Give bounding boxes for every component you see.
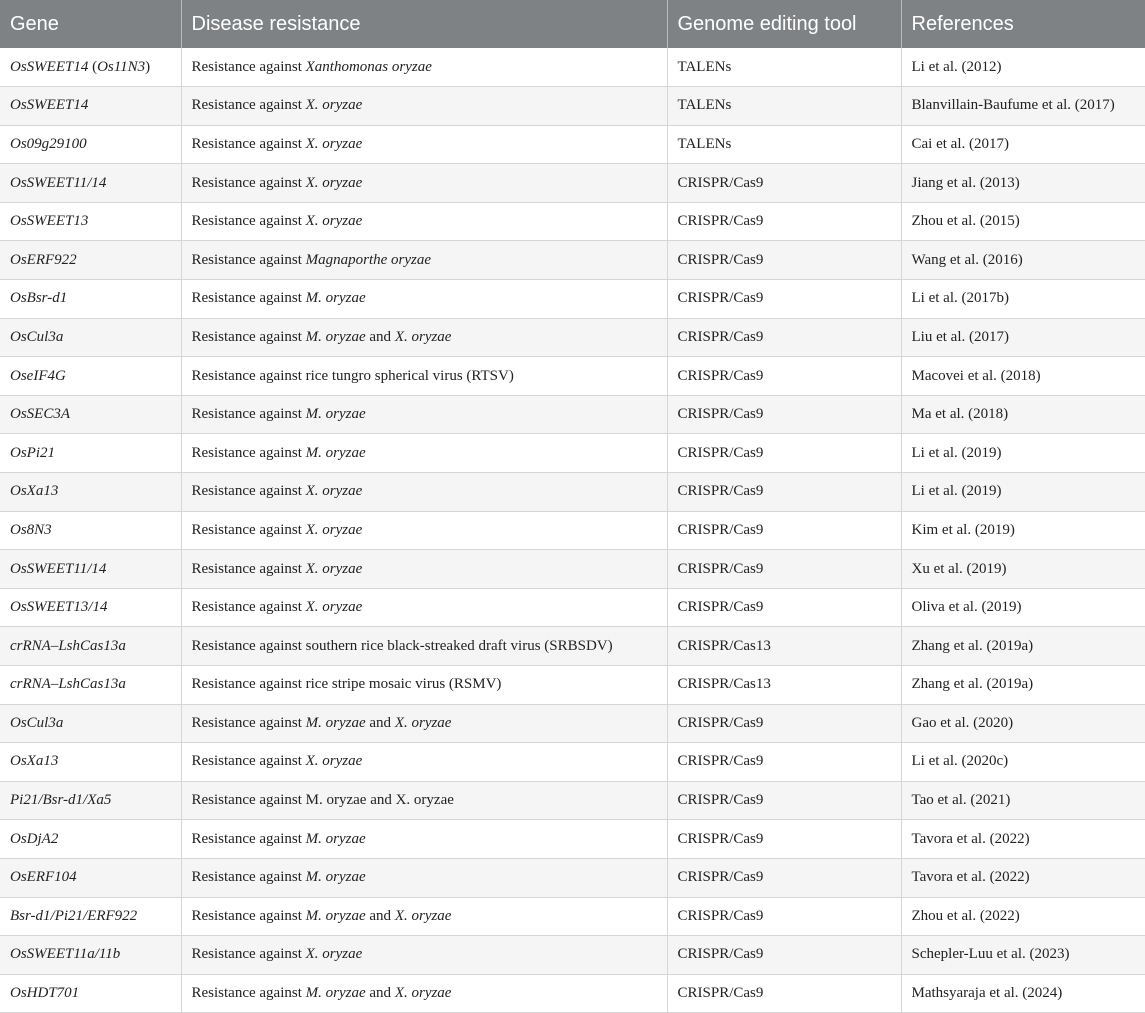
disease-text-segment: Resistance against southern rice black-streaked draft virus (SRBSDV) <box>191 637 613 654</box>
disease-resistance-cell <box>181 434 667 473</box>
disease-resistance-cell <box>181 704 667 743</box>
disease-text-segment: Resistance against <box>191 985 306 1002</box>
table-row <box>0 241 1145 280</box>
disease-text-segment: X. oryzae <box>305 483 363 500</box>
disease-text-segment: Resistance against <box>191 58 306 75</box>
disease-resistance-cell <box>181 202 667 241</box>
genome-editing-tool-cell: CRISPR/Cas9 <box>667 550 901 589</box>
disease-text-segment: Resistance against <box>191 328 306 345</box>
gene-cell <box>0 936 181 975</box>
table-row <box>0 87 1145 126</box>
gene-cell <box>0 588 181 627</box>
table-header <box>0 0 1145 48</box>
disease-text-segment: Resistance against rice tungro spherical virus (RTSV) <box>191 367 514 384</box>
table-body <box>0 48 1145 1013</box>
reference-cell: Oliva et al. (2019) <box>901 588 1145 627</box>
disease-resistance-cell <box>181 936 667 975</box>
reference-cell: Zhang et al. (2019a) <box>901 666 1145 705</box>
table-row <box>0 974 1145 1013</box>
genome-editing-tool-cell: CRISPR/Cas9 <box>667 202 901 241</box>
genome-editing-tool-cell: CRISPR/Cas9 <box>667 357 901 396</box>
header-gene: Gene <box>0 0 181 48</box>
disease-text-segment: Resistance against <box>191 135 306 152</box>
gene-text-segment: OsDjA2 <box>10 830 59 847</box>
gene-cell <box>0 473 181 512</box>
genome-editing-tool-cell: CRISPR/Cas9 <box>667 473 901 512</box>
disease-text-segment: M. oryzae <box>305 985 366 1002</box>
gene-cell <box>0 666 181 705</box>
reference-cell: Schepler-Luu et al. (2023) <box>901 936 1145 975</box>
disease-text-segment: Resistance against <box>191 907 306 924</box>
disease-resistance-cell <box>181 164 667 203</box>
disease-resistance-cell <box>181 858 667 897</box>
gene-cell <box>0 550 181 589</box>
table-row <box>0 395 1145 434</box>
genome-editing-tool-cell: CRISPR/Cas9 <box>667 434 901 473</box>
disease-text-segment: Resistance against <box>191 560 306 577</box>
gene-text-segment: OsSWEET13 <box>10 213 89 230</box>
disease-text-segment: M. oryzae <box>305 830 366 847</box>
disease-text-segment: X. oryzae <box>305 174 363 191</box>
disease-text-segment: M. oryzae <box>305 444 366 461</box>
genome-editing-tool-cell: CRISPR/Cas13 <box>667 627 901 666</box>
gene-cell <box>0 858 181 897</box>
reference-cell: Tao et al. (2021) <box>901 781 1145 820</box>
gene-text-segment: OsSWEET14 <box>10 58 89 75</box>
disease-text-segment: X. oryzae <box>305 135 363 152</box>
gene-text-segment: OsERF922 <box>10 251 77 268</box>
table-row <box>0 202 1145 241</box>
table-row <box>0 588 1145 627</box>
genome-editing-tool-cell: TALENs <box>667 87 901 126</box>
disease-resistance-cell <box>181 588 667 627</box>
table-row <box>0 666 1145 705</box>
disease-resistance-cell <box>181 974 667 1013</box>
gene-cell <box>0 164 181 203</box>
disease-text-segment: Resistance against <box>191 946 306 963</box>
gene-text-segment: OsERF104 <box>10 869 77 886</box>
reference-cell: Mathsyaraja et al. (2024) <box>901 974 1145 1013</box>
gene-text-segment: Os8N3 <box>10 521 52 538</box>
genome-editing-tool-cell: CRISPR/Cas9 <box>667 820 901 859</box>
disease-resistance-cell <box>181 550 667 589</box>
disease-text-segment: X. oryzae <box>394 907 452 924</box>
gene-cell <box>0 241 181 280</box>
header-row <box>0 0 1145 48</box>
reference-cell: Liu et al. (2017) <box>901 318 1145 357</box>
gene-text-segment: crRNA–LshCas13a <box>10 676 126 693</box>
disease-text-segment: Resistance against <box>191 97 306 114</box>
table-row <box>0 704 1145 743</box>
table-row <box>0 473 1145 512</box>
gene-cell <box>0 357 181 396</box>
gene-cell <box>0 743 181 782</box>
gene-text-segment: ( <box>88 58 98 75</box>
gene-text-segment: Bsr-d1/Pi21/ERF922 <box>10 907 138 924</box>
reference-cell: Macovei et al. (2018) <box>901 357 1145 396</box>
table-row <box>0 48 1145 87</box>
disease-text-segment: Resistance against <box>191 213 306 230</box>
reference-cell: Li et al. (2019) <box>901 473 1145 512</box>
disease-resistance-cell <box>181 781 667 820</box>
disease-text-segment: Resistance against <box>191 406 306 423</box>
genome-editing-tool-cell: CRISPR/Cas9 <box>667 318 901 357</box>
reference-cell: Tavora et al. (2022) <box>901 820 1145 859</box>
reference-cell: Li et al. (2017b) <box>901 280 1145 319</box>
reference-cell: Cai et al. (2017) <box>901 125 1145 164</box>
table-row <box>0 781 1145 820</box>
genome-editing-tool-cell: CRISPR/Cas9 <box>667 781 901 820</box>
gene-cell <box>0 434 181 473</box>
genome-editing-tool-cell: CRISPR/Cas9 <box>667 280 901 319</box>
reference-cell: Wang et al. (2016) <box>901 241 1145 280</box>
gene-text-segment: OseIF4G <box>10 367 66 384</box>
disease-text-segment: and <box>365 714 395 731</box>
gene-text-segment: Os09g29100 <box>10 135 87 152</box>
disease-resistance-cell <box>181 743 667 782</box>
disease-text-segment: X. oryzae <box>305 97 363 114</box>
genome-editing-tool-cell: CRISPR/Cas9 <box>667 704 901 743</box>
disease-text-segment: Resistance against <box>191 714 306 731</box>
table-row <box>0 820 1145 859</box>
table-row <box>0 936 1145 975</box>
disease-text-segment: X. oryzae <box>305 521 363 538</box>
disease-text-segment: M. oryzae <box>305 907 366 924</box>
disease-resistance-cell <box>181 125 667 164</box>
disease-text-segment: M. oryzae <box>305 406 366 423</box>
gene-cell <box>0 280 181 319</box>
header-references: References <box>901 0 1145 48</box>
gene-cell <box>0 395 181 434</box>
disease-resistance-cell <box>181 666 667 705</box>
reference-cell: Blanvillain-Baufume et al. (2017) <box>901 87 1145 126</box>
gene-text-segment: OsCul3a <box>10 328 64 345</box>
disease-text-segment: X. oryzae <box>394 328 452 345</box>
gene-text-segment: OsSWEET11a/11b <box>10 946 121 963</box>
disease-text-segment: X. oryzae <box>394 714 452 731</box>
disease-text-segment: M. oryzae <box>305 290 366 307</box>
gene-text-segment: OsBsr-d1 <box>10 290 68 307</box>
reference-cell: Zhou et al. (2015) <box>901 202 1145 241</box>
gene-text-segment: Pi21/Bsr-d1/Xa5 <box>10 792 112 809</box>
table-row <box>0 164 1145 203</box>
disease-text-segment: X. oryzae <box>305 560 363 577</box>
genome-editing-tool-cell: CRISPR/Cas9 <box>667 511 901 550</box>
reference-cell: Kim et al. (2019) <box>901 511 1145 550</box>
disease-text-segment: and <box>365 907 395 924</box>
table-row <box>0 743 1145 782</box>
table-row <box>0 357 1145 396</box>
disease-resistance-cell <box>181 897 667 936</box>
disease-text-segment: Resistance against <box>191 521 306 538</box>
disease-text-segment: Magnaporthe oryzae <box>305 251 432 268</box>
disease-resistance-cell <box>181 87 667 126</box>
table-row <box>0 897 1145 936</box>
disease-text-segment: X. oryzae <box>305 946 363 963</box>
gene-cell <box>0 511 181 550</box>
disease-resistance-cell <box>181 473 667 512</box>
reference-cell: Gao et al. (2020) <box>901 704 1145 743</box>
genome-editing-tool-cell: CRISPR/Cas13 <box>667 666 901 705</box>
table-row <box>0 858 1145 897</box>
disease-text-segment: Resistance against <box>191 753 306 770</box>
reference-cell: Li et al. (2012) <box>901 48 1145 87</box>
disease-text-segment: Resistance against <box>191 869 306 886</box>
gene-text-segment: OsCul3a <box>10 714 64 731</box>
reference-cell: Zhang et al. (2019a) <box>901 627 1145 666</box>
genome-editing-tool-cell: CRISPR/Cas9 <box>667 936 901 975</box>
table-row <box>0 434 1145 473</box>
gene-text-segment: Os11N3 <box>97 58 146 75</box>
gene-cell <box>0 627 181 666</box>
table-row <box>0 280 1145 319</box>
disease-text-segment: Resistance against M. oryzae and X. oryzae <box>191 792 454 809</box>
genome-editing-tool-cell: TALENs <box>667 125 901 164</box>
disease-text-segment: Resistance against rice stripe mosaic virus (RSMV) <box>191 676 502 693</box>
disease-resistance-cell <box>181 280 667 319</box>
gene-text-segment: OsXa13 <box>10 483 59 500</box>
disease-text-segment: M. oryzae <box>305 714 366 731</box>
disease-text-segment: Resistance against <box>191 599 306 616</box>
gene-text-segment: ) <box>145 58 151 75</box>
disease-text-segment: X. oryzae <box>305 599 363 616</box>
disease-text-segment: Resistance against <box>191 830 306 847</box>
table-row <box>0 125 1145 164</box>
disease-text-segment: M. oryzae <box>305 328 366 345</box>
genome-editing-tool-cell: CRISPR/Cas9 <box>667 897 901 936</box>
reference-cell: Tavora et al. (2022) <box>901 858 1145 897</box>
genome-editing-tool-cell: CRISPR/Cas9 <box>667 974 901 1013</box>
disease-text-segment: Resistance against <box>191 444 306 461</box>
gene-text-segment: OsSWEET13/14 <box>10 599 108 616</box>
disease-resistance-cell <box>181 48 667 87</box>
table-row <box>0 511 1145 550</box>
header-disease-resistance: Disease resistance <box>181 0 667 48</box>
gene-text-segment: OsSWEET14 <box>10 97 89 114</box>
gene-text-segment: OsPi21 <box>10 444 55 461</box>
reference-cell: Zhou et al. (2022) <box>901 897 1145 936</box>
disease-resistance-cell <box>181 318 667 357</box>
genome-editing-tool-cell: CRISPR/Cas9 <box>667 241 901 280</box>
reference-cell: Li et al. (2019) <box>901 434 1145 473</box>
disease-text-segment: X. oryzae <box>394 985 452 1002</box>
disease-resistance-cell <box>181 395 667 434</box>
disease-text-segment: Xanthomonas oryzae <box>305 58 432 75</box>
table-row <box>0 550 1145 589</box>
gene-text-segment: crRNA–LshCas13a <box>10 637 126 654</box>
genome-editing-tool-cell: CRISPR/Cas9 <box>667 588 901 627</box>
gene-cell <box>0 125 181 164</box>
header-genome-editing-tool: Genome editing tool <box>667 0 901 48</box>
disease-text-segment: M. oryzae <box>305 869 366 886</box>
disease-text-segment: and <box>365 985 395 1002</box>
gene-text-segment: OsSWEET11/14 <box>10 560 107 577</box>
disease-resistance-cell <box>181 820 667 859</box>
disease-resistance-cell <box>181 627 667 666</box>
disease-text-segment: and <box>365 328 395 345</box>
genome-editing-tool-cell: CRISPR/Cas9 <box>667 164 901 203</box>
reference-cell: Ma et al. (2018) <box>901 395 1145 434</box>
disease-text-segment: Resistance against <box>191 174 306 191</box>
gene-text-segment: OsSEC3A <box>10 406 70 423</box>
gene-cell <box>0 48 181 87</box>
gene-text-segment: OsSWEET11/14 <box>10 174 107 191</box>
genome-editing-tool-cell: CRISPR/Cas9 <box>667 743 901 782</box>
genome-editing-tool-cell: CRISPR/Cas9 <box>667 858 901 897</box>
gene-cell <box>0 974 181 1013</box>
reference-cell: Jiang et al. (2013) <box>901 164 1145 203</box>
table-row <box>0 627 1145 666</box>
disease-resistance-cell <box>181 511 667 550</box>
disease-resistance-cell <box>181 241 667 280</box>
table-row <box>0 318 1145 357</box>
disease-text-segment: Resistance against <box>191 483 306 500</box>
disease-text-segment: Resistance against <box>191 251 306 268</box>
gene-cell <box>0 897 181 936</box>
reference-cell: Xu et al. (2019) <box>901 550 1145 589</box>
genome-editing-tool-cell: TALENs <box>667 48 901 87</box>
disease-text-segment: X. oryzae <box>305 753 363 770</box>
gene-cell <box>0 318 181 357</box>
gene-cell <box>0 202 181 241</box>
disease-resistance-cell <box>181 357 667 396</box>
gene-cell <box>0 781 181 820</box>
gene-text-segment: OsXa13 <box>10 753 59 770</box>
reference-cell: Li et al. (2020c) <box>901 743 1145 782</box>
gene-cell <box>0 87 181 126</box>
genome-editing-tool-cell: CRISPR/Cas9 <box>667 395 901 434</box>
gene-cell <box>0 820 181 859</box>
disease-text-segment: Resistance against <box>191 290 306 307</box>
disease-text-segment: X. oryzae <box>305 213 363 230</box>
gene-text-segment: OsHDT701 <box>10 985 80 1002</box>
gene-cell <box>0 704 181 743</box>
